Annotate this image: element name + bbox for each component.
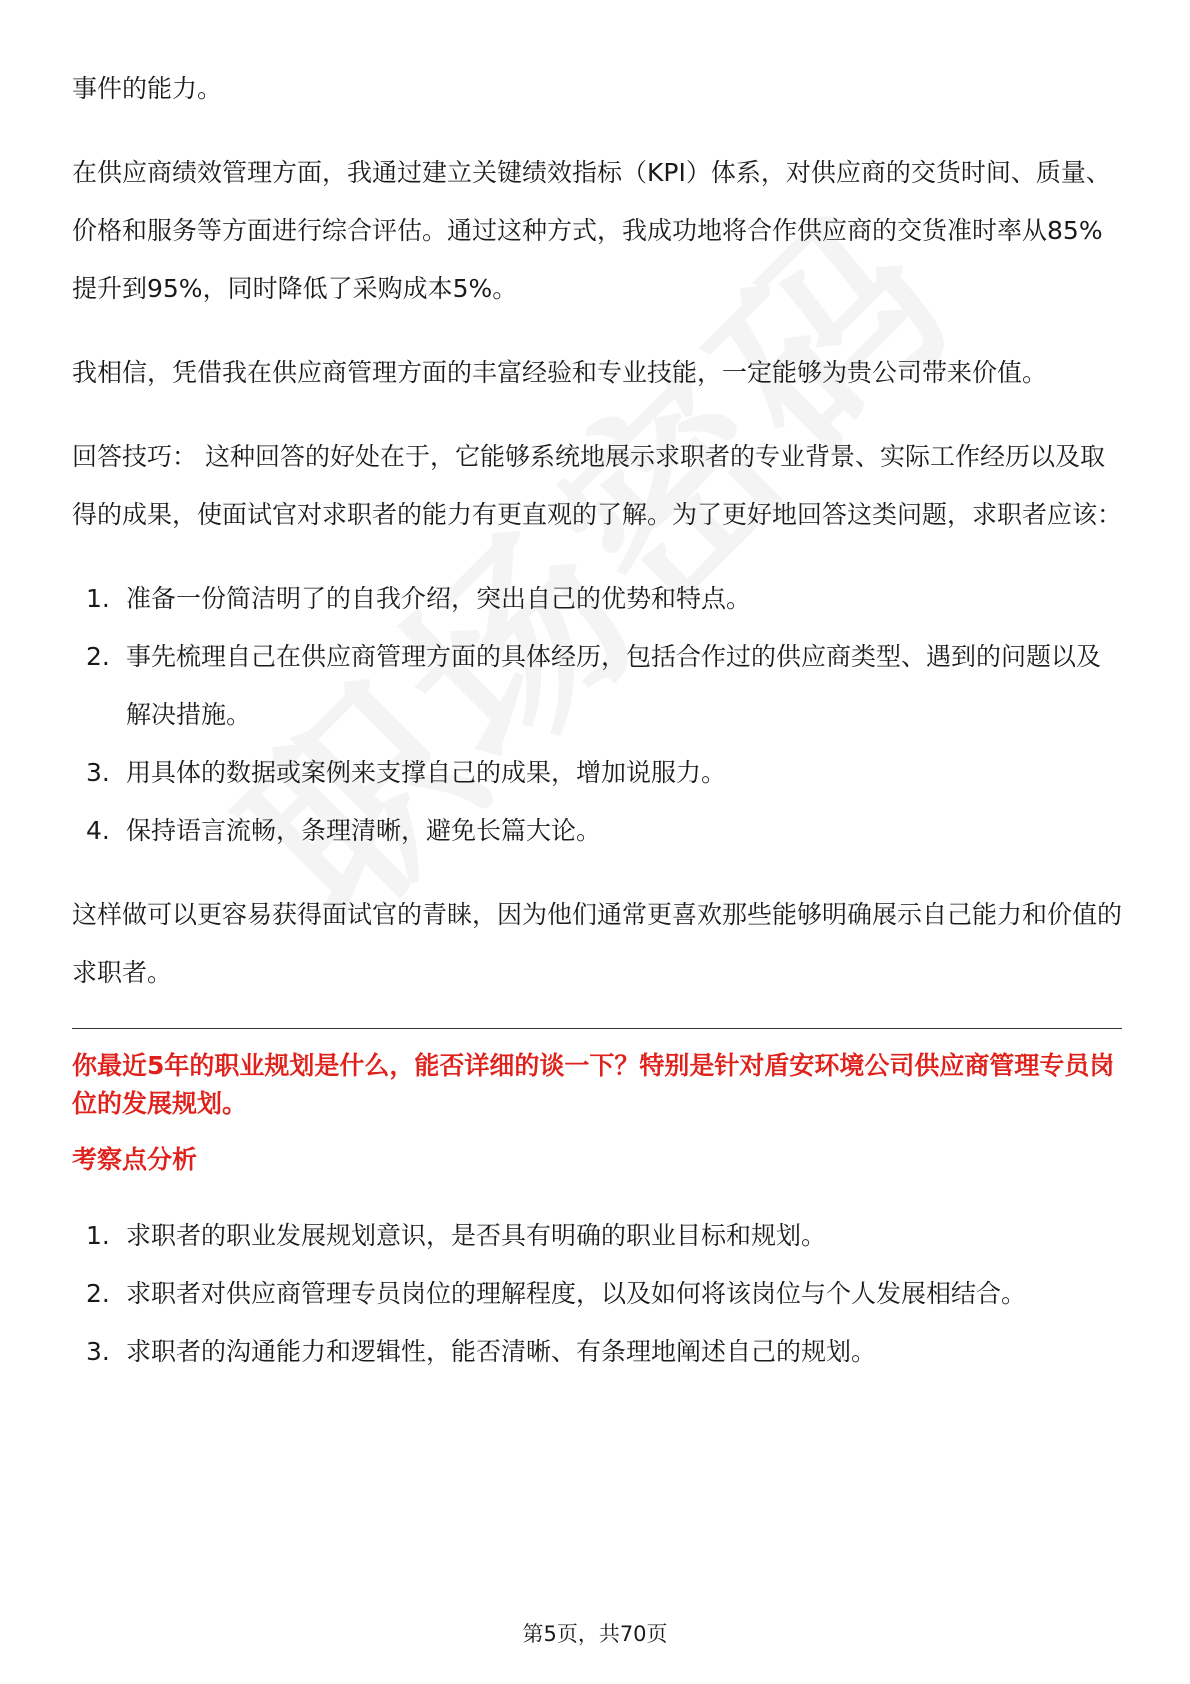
list-number: 2. [86,642,110,671]
section-divider [72,1028,1122,1029]
list-item [72,802,1122,860]
interview-question: 你最近5年的职业规划是什么，能否详细的谈一下？特别是针对盾安环境公司供应商管理专员岗位的发展规划。 [72,1051,1115,1118]
list-item [72,1323,1122,1381]
list-number: 3. [86,758,110,787]
tips-list [72,570,1122,860]
intro-tail-paragraph: 事件的能力。 [72,74,223,103]
list-item-text: 求职者的沟通能力和逻辑性，能否清晰、有条理地阐述自己的规划。 [126,1337,877,1366]
list-number: 1. [86,584,110,613]
list-number: 3. [86,1337,110,1366]
list-item-text: 事先梳理自己在供应商管理方面的具体经历，包括合作过的供应商类型、遇到的问题以及解决措施。 [126,642,1102,729]
list-item-text: 保持语言流畅，条理清晰，避免长篇大论。 [126,816,602,845]
list-item-text: 用具体的数据或案例来支撑自己的成果，增加说服力。 [126,758,727,787]
list-item [72,744,1122,802]
list-item-text: 准备一份简洁明了的自我介绍，突出自己的优势和特点。 [126,584,752,613]
list-item-text: 求职者对供应商管理专员岗位的理解程度，以及如何将该岗位与个人发展相结合。 [126,1279,1027,1308]
list-item [72,570,1122,628]
list-item [72,1207,1122,1265]
list-number: 4. [86,816,110,845]
document-page [72,60,1122,1407]
kpi-paragraph: 在供应商绩效管理方面，我通过建立关键绩效指标（KPI）体系，对供应商的交货时间、质量、价格和服务等方面进行综合评估。通过这种方式，我成功地将合作供应商的交货准时率从85%提升到95%，同时降低了采购成本5%。 [72,158,1111,303]
conclusion-paragraph: 这样做可以更容易获得面试官的青睐，因为他们通常更喜欢那些能够明确展示自己能力和价值的求职者。 [72,900,1123,987]
belief-paragraph: 我相信，凭借我在供应商管理方面的丰富经验和专业技能，一定能够为贵公司带来价值。 [72,358,1048,387]
page-footer: 第5页，共70页 [522,1622,668,1646]
list-item-text: 求职者的职业发展规划意识，是否具有明确的职业目标和规划。 [126,1221,827,1250]
list-number: 2. [86,1279,110,1308]
list-number: 1. [86,1221,110,1250]
analysis-list [72,1207,1122,1381]
list-item [72,1265,1122,1323]
tips-paragraph: 回答技巧： 这种回答的好处在于，它能够系统地展示求职者的专业背景、实际工作经历以及取得的成果，使面试官对求职者的能力有更直观的了解。为了更好地回答这类问题，求职者应该： [72,442,1123,529]
list-item [72,628,1122,744]
analysis-heading: 考察点分析 [72,1145,198,1174]
